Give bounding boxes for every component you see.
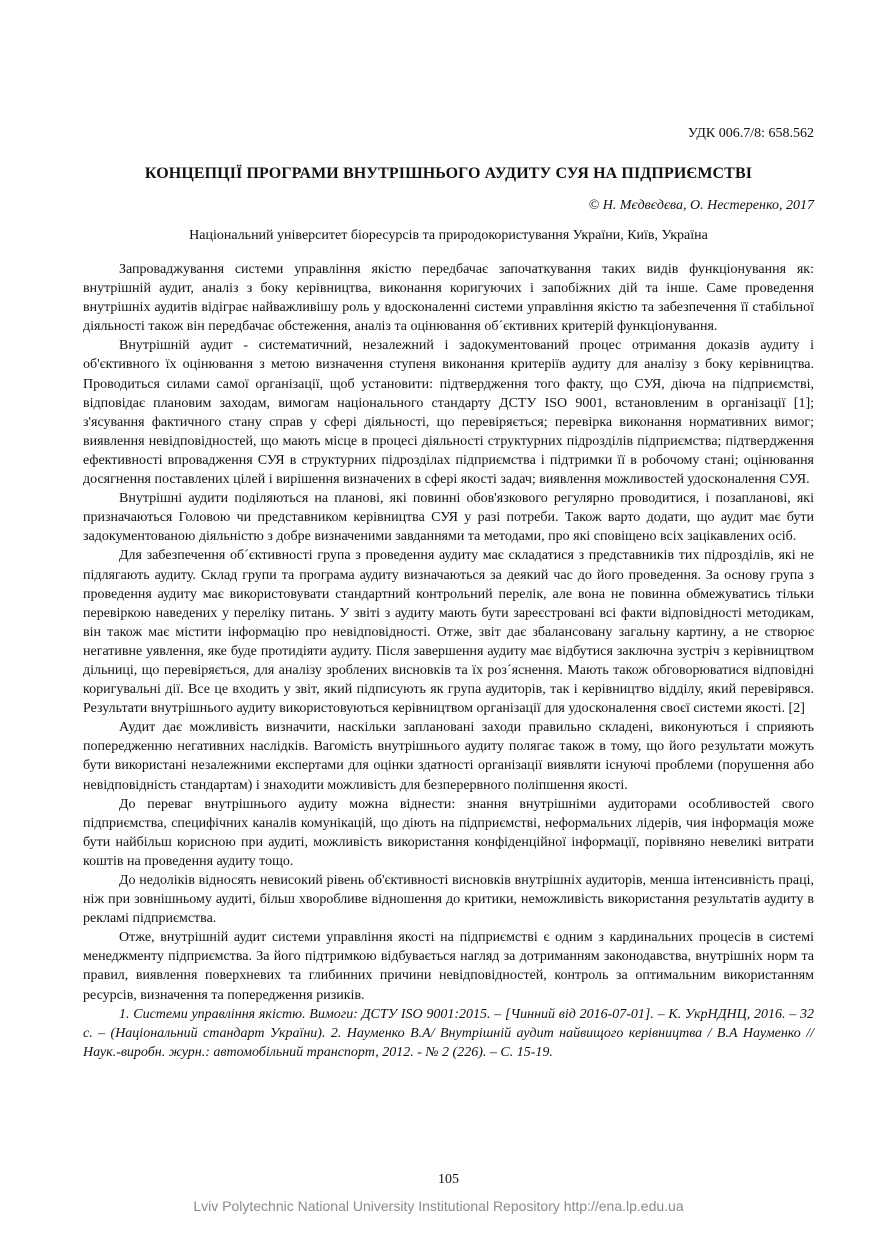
references: 1. Системи управління якістю. Вимоги: ДСТУ ISO 9001:2015. – [Чинний від 2016-07-01]. – К. УкрНДНЦ, 2016. – 32 с. – (Національний стандарт України). 2. Науменко В.А/ Внутрішній аудит найвищого керівництва / В.А Науменко // Наук.-виробн. журн.: автомобільний транспорт, 2012. - № 2 (226). – С. 15-19. [83, 1006, 814, 1060]
paragraph-7: До недоліків відносять невисокий рівень об'єктивності висновків внутрішніх аудиторів, менша інтенсивність праці, ніж при зовнішньому аудиті, більш хворобливе відношення до критики, неможливість використання результатів аудиту в рекламі підприємства. [83, 873, 814, 927]
paragraph-1: Запроваджування системи управління якістю передбачає започаткування таких видів функціонування як: внутрішній аудит, аналіз з боку керівництва, виконання коригуючих і запобіжних дій та інше. Саме проведення внутрішніх аудитів відіграє найважливішу роль у вдосконаленні системи управління якістю та забезпечення її стабільної діяльності також він передбачає обстеження, аналіз та оцінювання об´єктивних критерій функціонування. [83, 262, 814, 335]
paragraph-8: Отже, внутрішній аудит системи управління якості на підприємстві є одним з кардинальних процесів в системі менеджменту підприємства. За його підтримкою відбувається нагляд за дотриманням законодавства, внутрішніх норм та правил, виявлення поверхневих та глибинних причини невідповідностей, контроль за оптимальним використанням ресурсів, визначення та попередження ризиків. [83, 930, 814, 1003]
paragraph-4: Для забезпечення об´єктивності група з проведення аудиту має складатися з представників тих підрозділів, які не підлягають аудиту. Склад групи та програма аудиту визначаються за деякий час до його проведення. За основу група з проведення аудиту має використовувати стандартний контрольний перелік, але вона не повинна обмежуватись тільки перевіркою наведених у переліку питань. У звіті з аудиту мають бути зареєстровані всі факти відповідності методикам, він також має містити інформацію про невідповідності. Отже, звіт дає збалансовану загальну картину, а не створює негативне уявлення, яке буде протидіяти аудиту. Після завершення аудиту має відбутися заключна зустріч з керівництвом дільниці, що перевіряється, для аналізу зроблених висновків та їх роз´яснення. Мають також обговорюватися відповідні коригувальні дії. Все це входить у звіт, який підписують як група аудиторів, так і керівництво відділу, який перевірявся. Результати внутрішнього аудиту використовуються керівництвом організації для удосконалення своєї системи якості. [2] [83, 548, 814, 717]
paragraph-2: Внутрішній аудит - систематичний, незалежний і задокументований процес отримання доказів аудиту і об'єктивного їх оцінювання з метою визначення ступеня виконання критеріїв аудиту для аналізу з боку керівництва. Проводиться силами самої організації, щоб установити: підтвердження того факту, що СУЯ, діюча на підприємстві, відповідає плановим заходам, вимогам національного стандарту ДСТУ ISO 9001, встановленим в організації [1]; з'ясування фактичного стану справ у сфері діяльності, що перевіряється; перевірка виконання нормативних вимог; виявлення невідповідностей, що мають місце в процесі діяльності структурних підрозділів підприємства; підтвердження ефективності впровадження СУЯ в структурних підрозділах підприємства і підтримки її в робочому стані; оцінювання досягнення поставлених цілей і вирішення визначених в сфері якості задач; виявлення можливостей удосконалення СУЯ. [83, 338, 814, 488]
paragraph-6: До переваг внутрішнього аудиту можна віднести: знання внутрішніми аудиторами особливостей свого підприємства, специфічних каналів комунікацій, що діють на підприємстві, неформальних лідерів, чия інформація може бути найбільш корисною при аудиті, можливість використання конфіденційної інформації, порівняно невеликі витрати коштів на проведення аудиту тощо. [83, 796, 814, 869]
page-number: 105 [438, 1172, 459, 1187]
paper-title: КОНЦЕПЦІЇ ПРОГРАМИ ВНУТРІШНЬОГО АУДИТУ СУЯ НА ПІДПРИЄМСТВІ [144, 165, 753, 182]
udc-code: УДК 006.7/8: 658.562 [687, 126, 814, 141]
repository-footer: Lviv Polytechnic National University Institutional Repository http://ena.lp.edu.ua [193, 1198, 684, 1214]
affiliation-line: Національний університет біоресурсів та природокористування України, Київ, Україна [189, 228, 708, 243]
paper-body [83, 260, 814, 1062]
paragraph-3: Внутрішні аудити поділяються на планові, які повинні обов'язкового регулярно проводитися, і позапланові, які призначаються Головою чи представником керівництва СУЯ у разі потреби. Також варто додати, що аудит має бути задокументованою діяльністю з добре визначеними завданнями та методами, про які сповіщено всіх зацікавлених осіб. [83, 491, 814, 545]
authors-line: © Н. Мєдвєдєва, О. Нестеренко, 2017 [588, 198, 814, 213]
paragraph-5: Аудит дає можливість визначити, наскільки заплановані заходи правильно складені, виконуються і сприяють попередженню негативних наслідків. Вагомість внутрішнього аудиту полягає також в тому, що його результати можуть бути використані незалежними експертами для оцінки здатності організації виявляти існуючі проблеми (порушення або невідповідність стандартам) і знаходити можливість для безперервного поліпшення якості. [83, 720, 814, 793]
paper-page [83, 0, 814, 1240]
